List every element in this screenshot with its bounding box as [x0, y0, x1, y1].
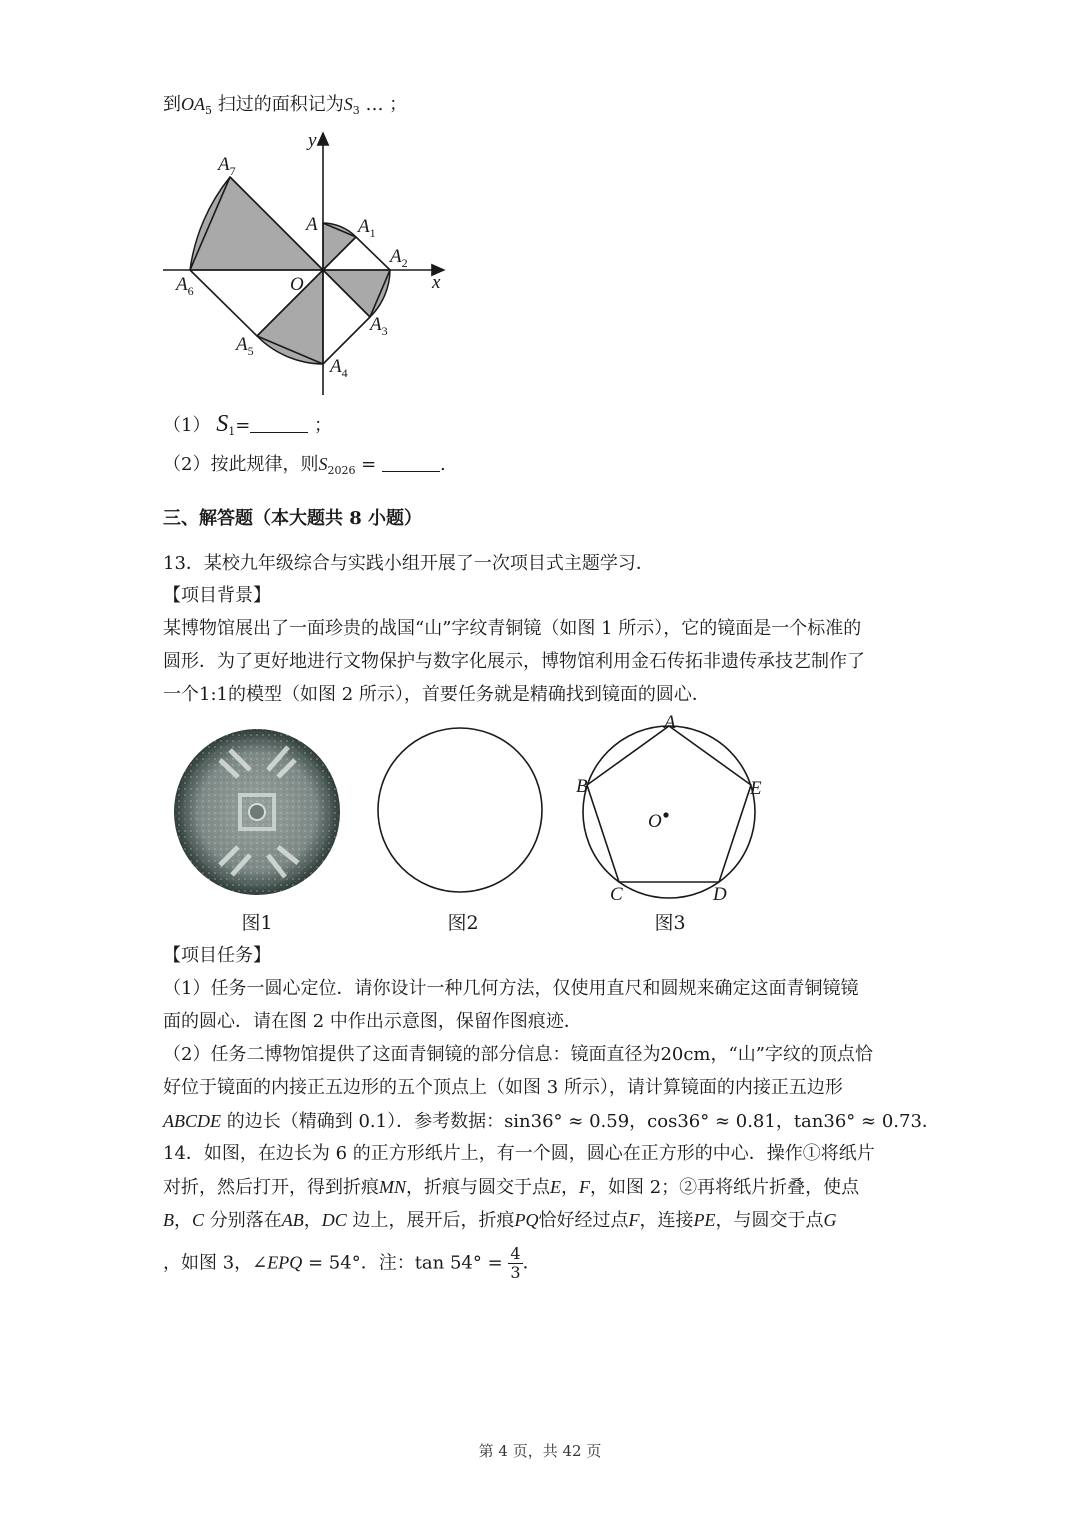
q12-part1 [163, 410, 332, 446]
q12-p2-sub: 2026 [327, 464, 356, 477]
q14-l3t3: 边上，展开后，折痕 [346, 1210, 515, 1231]
label-pentagon-c: C [610, 884, 623, 905]
q14-c: C [192, 1210, 205, 1230]
rotation-figure [150, 125, 470, 405]
q14-line1: 14．如图，在边长为 6 的正方形纸片上，有一个圆，圆心在正方形的中心．操作①将纸片 [163, 1143, 875, 1164]
q13-abcde: ABCDE [163, 1111, 221, 1131]
q14-b: B [163, 1210, 174, 1230]
bronze-mirror-photo [160, 715, 350, 905]
q14-pe: PE [693, 1210, 716, 1230]
label-pentagon-b: B [576, 776, 588, 797]
q14-mn: MN [379, 1177, 406, 1197]
fig3-caption: 图3 [654, 912, 686, 934]
q13-t2-line3 [163, 1107, 940, 1136]
q13-t2-line3-rest: 的边长（精确到 0.1）．参考数据：sin36° ≈ 0.59，cos36° ≈ 0.81，tan36° ≈ 0.73． [221, 1111, 940, 1132]
q14-l3t6: ，与圆交于点 [715, 1210, 824, 1231]
q14-l3t5: ，连接 [639, 1210, 694, 1231]
label-pentagon-e: E [750, 778, 762, 799]
q14-l3t1: 分别落在 [204, 1210, 282, 1231]
q13-bg-line2: 圆形．为了更好地进行文物保护与数字化展示，博物馆利用金石传拓非遗传承技艺制作了 [163, 651, 865, 672]
q14-l3t4: 恰好经过点 [538, 1210, 629, 1231]
q14-l2b: ，折痕与圆交于点 [406, 1177, 550, 1198]
fig1-caption: 图1 [241, 912, 273, 934]
q14-e: E [550, 1177, 561, 1197]
q13-bg-line3: 一个1:1的模型（如图 2 所示），首要任务就是精确找到镜面的圆心． [163, 684, 710, 705]
q14-l4b: = 54°．注：tan 54° = [302, 1252, 509, 1274]
q13-t2-line1: （2）任务二博物馆提供了这面青铜镜的部分信息：镜面直径为20cm，“山”字纹的顶点恰 [163, 1044, 873, 1065]
answer-blank-2[interactable] [382, 453, 440, 472]
q12-p2-end: . [439, 454, 446, 475]
q14-l4end: ． [522, 1252, 541, 1274]
q14-l2d: ，如图 2；②再将纸片折叠，使点 [590, 1177, 860, 1198]
q13-t1-line2: 面的圆心．请在图 2 中作出示意图，保留作图痕迹． [163, 1011, 582, 1032]
page-footer: 第 4 页，共 42 页 [478, 1442, 602, 1460]
q14-pq: PQ [514, 1210, 539, 1230]
q14-line3 [163, 1206, 837, 1235]
section-title: 三、解答题（本大题共 8 小题） [163, 508, 423, 529]
label-a4: $A_4$ [330, 356, 348, 380]
label-a2: $A_2$ [390, 246, 408, 270]
q14-l2c: ， [561, 1177, 579, 1198]
q14-l4a: ，如图 3，∠ [163, 1252, 268, 1274]
q12-p1-num: （1） [163, 415, 211, 436]
label-pentagon-o: O [648, 811, 662, 832]
label-y: y [308, 130, 317, 151]
label-pentagon-a: A [664, 712, 676, 733]
q13-task-heading: 【项目任务】 [163, 945, 271, 966]
intro-s-sub: 3 [352, 104, 360, 117]
q12-p2-eq: = [355, 454, 382, 475]
q12-p2-s: S [318, 454, 328, 474]
label-a3: $A_3$ [370, 314, 388, 338]
intro-prefix: 到 [163, 94, 181, 115]
q14-epq: EPQ [267, 1252, 303, 1273]
q14-l3c1: ， [174, 1210, 192, 1231]
label-a1: $A_1$ [358, 216, 376, 240]
intro-s: S [343, 94, 353, 114]
intro-oa-sub: 5 [205, 104, 212, 117]
q13-bg-line1: 某博物馆展出了一面珍贵的战国“山”字纹青铜镜（如图 1 所示），它的镜面是一个标准的 [163, 618, 862, 639]
frac-denominator: 3 [510, 1263, 521, 1282]
q14-g: G [823, 1210, 837, 1230]
inscribed-pentagon-figure [570, 712, 770, 908]
intro-line [163, 90, 407, 125]
label-x: x [432, 272, 441, 293]
q13-intro: 13．某校九年级综合与实践小组开展了一次项目式主题学习． [163, 553, 654, 574]
q12-p1-eq: = [235, 415, 251, 436]
q12-p1-end: ； [314, 415, 333, 436]
q14-dc: DC [321, 1210, 347, 1230]
answer-blank-1[interactable] [250, 414, 308, 433]
q12-part2 [163, 450, 446, 485]
q14-line2 [163, 1173, 859, 1202]
label-a5: $A_5$ [236, 334, 254, 358]
intro-suffix: … ； [359, 94, 408, 115]
q12-p1-sub: 1 [228, 425, 236, 438]
frac-numerator: 4 [510, 1244, 521, 1263]
q14-l3t2: ， [303, 1210, 322, 1231]
q14-line4 [163, 1245, 541, 1282]
intro-mid: 扫过的面积记为 [217, 94, 344, 115]
q12-p2-num: （2） [163, 454, 211, 475]
mirror-model-circle[interactable] [370, 715, 555, 905]
q14-ab: AB [281, 1210, 304, 1230]
q12-p1-s: S [216, 411, 229, 437]
q13-t2-line2: 好位于镜面的内接正五边形的五个顶点上（如图 3 所示），请计算镜面的内接正五边形 [163, 1077, 843, 1098]
fig2-caption: 图2 [447, 912, 479, 934]
q14-f2: F [628, 1210, 640, 1230]
tan54-fraction [508, 1245, 522, 1282]
label-a7: $A_7$ [218, 154, 236, 178]
label-pentagon-d: D [713, 884, 727, 905]
q13-bg-heading: 【项目背景】 [163, 585, 271, 606]
q12-p2-text: 按此规律，则 [210, 454, 319, 475]
q13-t1-line1: （1）任务一圆心定位．请你设计一种几何方法，仅使用直尺和圆规来确定这面青铜镜镜 [163, 978, 859, 999]
label-o: O [290, 274, 304, 295]
q14-f: F [579, 1177, 590, 1197]
label-a: A [306, 214, 318, 235]
intro-oa: OA [181, 94, 205, 114]
label-a6: $A_6$ [176, 274, 194, 298]
q14-l2a: 对折，然后打开，得到折痕 [163, 1177, 379, 1198]
